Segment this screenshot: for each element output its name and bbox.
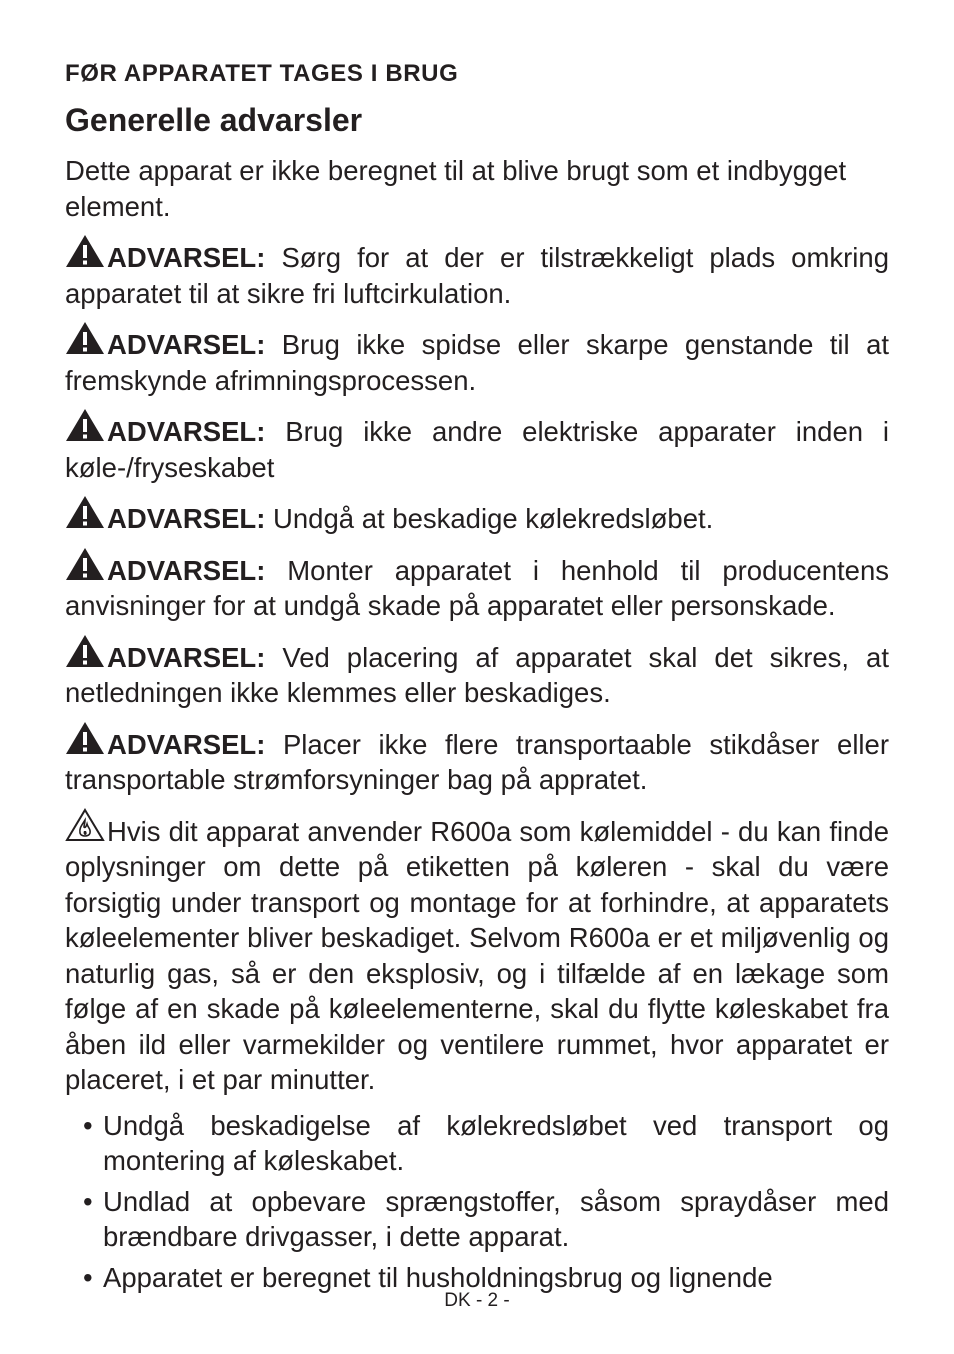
warning-text: Monter apparatet i henhold til producentens anvisninger for at undgå skade på apparatet eller personskade. (65, 554, 889, 621)
list-item: • Apparatet er beregnet til husholdningsbrug og lignende (65, 1260, 889, 1296)
warning-text: Brug ikke spidse eller skarpe genstande til at fremskynde afrimningsprocessen. (65, 329, 889, 396)
warning-text: Sørg for at der er tilstrækkeligt plads omkring apparatet til at sikre fri luftcirkulation. (65, 242, 889, 309)
warning-text: Placer ikke flere transportaable stikdåser eller transportable strømforsyninger bag på appratet. (65, 728, 889, 795)
list-item: • Undgå beskadigelse af kølekredsløbet ved transport og montering af køleskabet. (65, 1108, 889, 1179)
warning-paragraph (65, 634, 889, 711)
warning-text: Brug ikke andre elektriske apparater inden i køle-/fryseskabet (65, 416, 889, 483)
warning-triangle-icon (65, 321, 105, 355)
warning-label: ADVARSEL: (107, 641, 266, 673)
warning-triangle-icon (65, 408, 105, 442)
intro-paragraph: Dette apparat er ikke beregnet til at blive brugt som et indbygget element. (65, 155, 847, 222)
r600a-note-text: Hvis dit apparat anvender R600a som kølemiddel - du kan finde oplysninger om dette på etiketten på køleren - skal du være forsigtig under transport og montage for at forhindre, at apparatets køleelementer bliver beskadiget. Selvom R600a er et miljøvenlig og naturlig gas, så er den eksplosiv, og i tilfælde af en lækage som følge af en skade på køleelementerne, skal du flytte køleskabet fra åben ild eller varmekilder og ventilere rummet, hvor apparatet er placeret, i et par minutter. (65, 815, 889, 1095)
warning-paragraph (65, 547, 889, 624)
bullet-list (65, 1108, 889, 1296)
warning-label: ADVARSEL: (107, 503, 266, 534)
warning-paragraph (65, 234, 889, 311)
document-body (65, 153, 889, 1300)
warning-triangle-icon (65, 234, 105, 268)
r600a-paragraph (65, 808, 889, 1098)
warning-triangle-icon (65, 547, 105, 581)
flammable-warning-icon (65, 808, 105, 842)
page-number: DK - 2 - (444, 1290, 510, 1311)
warning-paragraph (65, 721, 889, 798)
warning-triangle-icon (65, 495, 105, 529)
section-label: FØR APPARATET TAGES I BRUG (65, 60, 459, 87)
warning-label: ADVARSEL: (107, 242, 266, 273)
warning-label: ADVARSEL: (107, 416, 266, 447)
warning-triangle-icon (65, 634, 105, 668)
warning-triangle-icon (65, 721, 105, 755)
warnings-list (65, 234, 889, 798)
warning-label: ADVARSEL: (107, 554, 266, 586)
warning-paragraph (65, 321, 889, 398)
warning-paragraph (65, 495, 889, 537)
warning-label: ADVARSEL: (107, 728, 266, 760)
warning-paragraph (65, 408, 889, 485)
warning-label: ADVARSEL: (107, 329, 266, 360)
list-item: • Undlad at opbevare sprængstoffer, såsom spraydåser med brændbare drivgasser, i dette apparat. (65, 1184, 889, 1255)
page-title: Generelle advarsler (65, 102, 363, 138)
warning-text: Undgå at beskadige kølekredsløbet. (265, 503, 714, 534)
warning-text: Ved placering af apparatet skal det sikres, at netledningen ikke klemmes eller beskadiges. (65, 641, 889, 708)
